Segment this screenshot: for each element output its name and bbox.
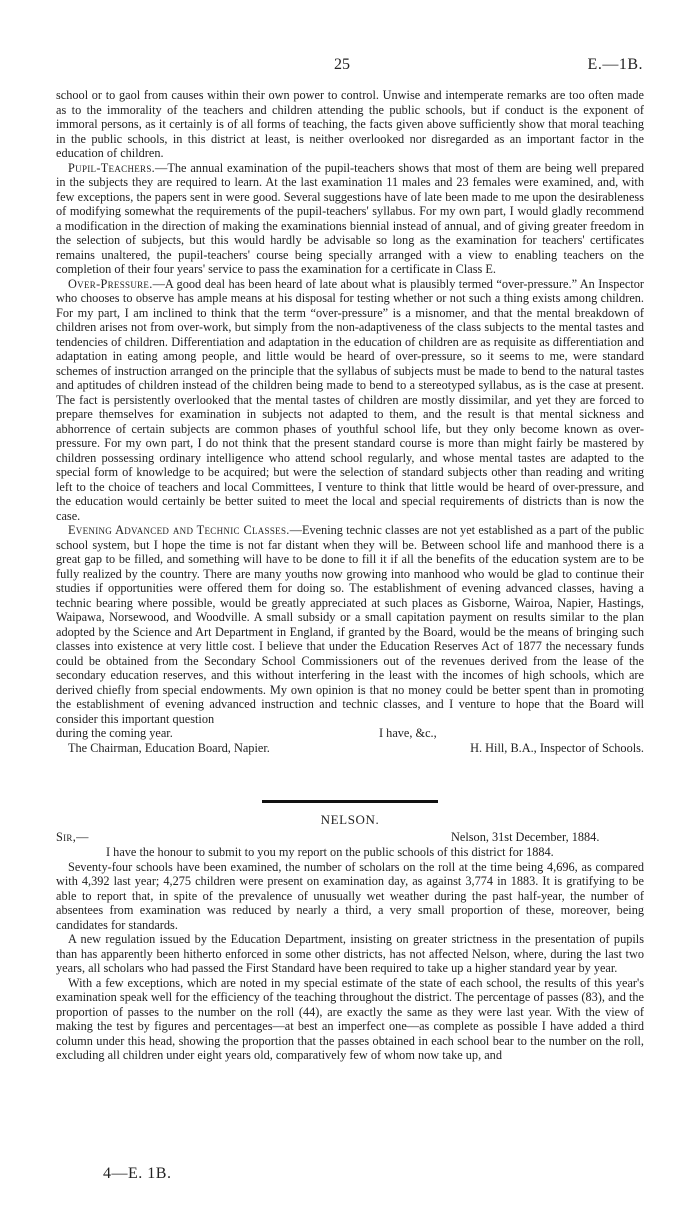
paragraph-introduction: I have the honour to submit to you my report on the public schools of this district for 1884.	[106, 845, 554, 859]
salutation: Sir,—	[56, 830, 89, 844]
signature: H. Hill, B.A., Inspector of Schools.	[470, 741, 644, 755]
closing-text: during the coming year.	[56, 726, 173, 740]
dateline: Nelson, 31st December, 1884.	[451, 830, 600, 844]
paragraph-text: —A good deal has been heard of late about what is plausibly termed “over-pressure.” An Inspector who chooses to observe has ample means at his disposal for testing whether or not such a thing exists among children. For my part, I am inclined to think that the term “over-pressure” is a misnomer, and that the mental breakdown of children arises not from over-work, but simply from the non-adaptiveness of the class subjects to the mental tastes and tendencies of children. Differentiation and adaptation in the education of children are as requisite as differentiation and adaptation in eating among people, and little would be heard of over-pressure, so it seems to me, were standard schemes of instruction arranged on the principle that the syllabus of subjects must be made to bend to the natural tastes and aptitudes of children instead of the children being made to bend to a stereotyped syllabus, as is the case at present. The fact is persistently overlooked that the mental tastes of children are mostly dissimilar, and yet they are forced to prepare themselves for examination in subjects not adapted to them, and the result is that mental sickness and abhorrence of certain subjects are common phases of youthful school life, but they only become known as over-pressure. For my own part, I do not think that the present standard course is more than might fairly be mastered by children possessing ordinary intelligence who attend school regularly, and whose mental tastes are adapted to the special form of knowledge to be acquired; but were the selection of standard subjects other than reading and writing left to the choice of teachers and local Committees, I venture to think that little would be heard of over-pressure, and the education would certainly be better suited to meet the local and special requirements of districts than is now the case.	[56, 276, 644, 523]
paragraph-evening-classes	[56, 523, 644, 726]
signoff-row	[56, 741, 644, 756]
paragraph-text: —The annual examination of the pupil-teachers shows that most of them are being well prepared in the subjects they are required to learn. At the last examination 11 males and 23 females were examined, and, with few exceptions, the papers sent in were good. Several suggestions have of late been made to me upon the desirableness of modifying somewhat the requirements of the pupil-teachers' syllabus. For my own part, I would gladly recommend a modification in the direction of making the examinations biennial instead of annual, and of giving greater freedom in the selection of subjects, but this would hardly be advisable so long as the examination for teachers' certificates remains unaltered, the pupil-teachers' course being specially arranged with a view to enabling teachers on the completion of their four years' service to pass the examination for a certificate in Class E.	[56, 160, 644, 276]
section-divider	[262, 800, 438, 803]
nelson-report-section	[56, 813, 644, 1063]
paragraph-results: With a few exceptions, which are noted in my special estimate of the state of each school, the results of this year's examination speak well for the efficiency of the teaching throughout the district. The percentage of passes (83), and the proportion of passes to the number on the roll (44), are exactly the same as they were last year. With the view of making the test by figures and percentages—at best an imperfect one—as complete as possible I have added a third column under this head, showing the proportion that the passes obtained in each school bear to the number on the roll, excluding all children under eight years old, comparatively few of whom now take up, and	[56, 975, 644, 1062]
page-number: 25	[334, 56, 350, 73]
paragraph-over-pressure	[56, 277, 644, 524]
page-header	[0, 58, 700, 78]
paragraph-heading: Over-Pressure.	[68, 276, 153, 291]
document-reference: E.—1B.	[587, 56, 643, 73]
hawkes-bay-report-section	[56, 88, 644, 756]
salutation-row	[56, 829, 644, 845]
addressee: The Chairman, Education Board, Napier.	[68, 741, 270, 755]
closing-row	[56, 726, 644, 741]
paragraph-pupil-teachers	[56, 161, 644, 277]
paragraph-heading: Evening Advanced and Technic Classes.	[68, 523, 290, 537]
paragraph-heading: Pupil-Teachers.	[68, 160, 156, 175]
paragraph-new-regulation: A new regulation issued by the Education Department, insisting on greater strictness in the presentation of pupils than has apparently been hitherto enforced in some other districts, has not affected Nelson, where, during the last two years, all scholars who had passed the First Standard have been required to take up a higher standard year by year.	[56, 932, 644, 975]
closing-salutation: I have, &c.,	[379, 726, 437, 740]
footer-signature-mark: 4—E. 1B.	[103, 1165, 172, 1182]
paragraph-moral-teaching: school or to gaol from causes within their own power to control. Unwise and intemperate remarks are too often made as to the immorality of the teachers and children attending the public schools, but if conduct is the exponent of immoral persons, as it certainly is of all forms of teaching, the facts given above sufficiently show that moral teaching in the public schools, in this district at least, is neither overlooked nor disregarded as an important factor in the education of children.	[56, 88, 644, 160]
paragraph-text: —Evening technic classes are not yet established as a part of the public school system, but I hope the time is not far distant when they will be. Between school life and manhood there is a great gap to be filled, and something will have to be done to fill it if all the benefits of the education system are to be fully realized by the country. There are many youths now growing into manhood who would be glad to continue their studies if opportunities were offered them for doing so. The establishment of evening advanced classes, having a technic bearing where possible, would be greatly appreciated at such places as Gisborne, Wairoa, Napier, Hastings, Waipawa, Norsewood, and Woodville. A small subsidy or a small capitation payment on results similar to the plan adopted by the Science and Art Department in England, if granted by the Board, would be the means of bringing such classes into existence at very little cost. I believe that under the Education Reserves Act of 1877 the necessary funds could be obtained from the Secondary School Commissioners out of the revenues derived from the lease of the secondary education reserves, and this without interfering in the least with the incomes of high schools, which are derived chiefly from special endowments. My own opinion is that no money could be better spent than in promoting the establishment of evening advanced instruction and technic classes, and I venture to hope that the Board will consider this important question	[56, 523, 645, 726]
paragraph-schools-examined: Seventy-four schools have been examined, the number of scholars on the roll at the time being 4,696, as compared with 4,392 last year; 4,275 children were present on examination day, as against 3,774 in 1883. It is gratifying to be able to report that, in spite of the prevalence of unusually wet weather during the past half-year, the number of absentees from examination was reduced by nearly a third, a very small proportion of these, moreover, being candidates for standards.	[56, 859, 644, 932]
section-title: NELSON.	[320, 812, 380, 827]
